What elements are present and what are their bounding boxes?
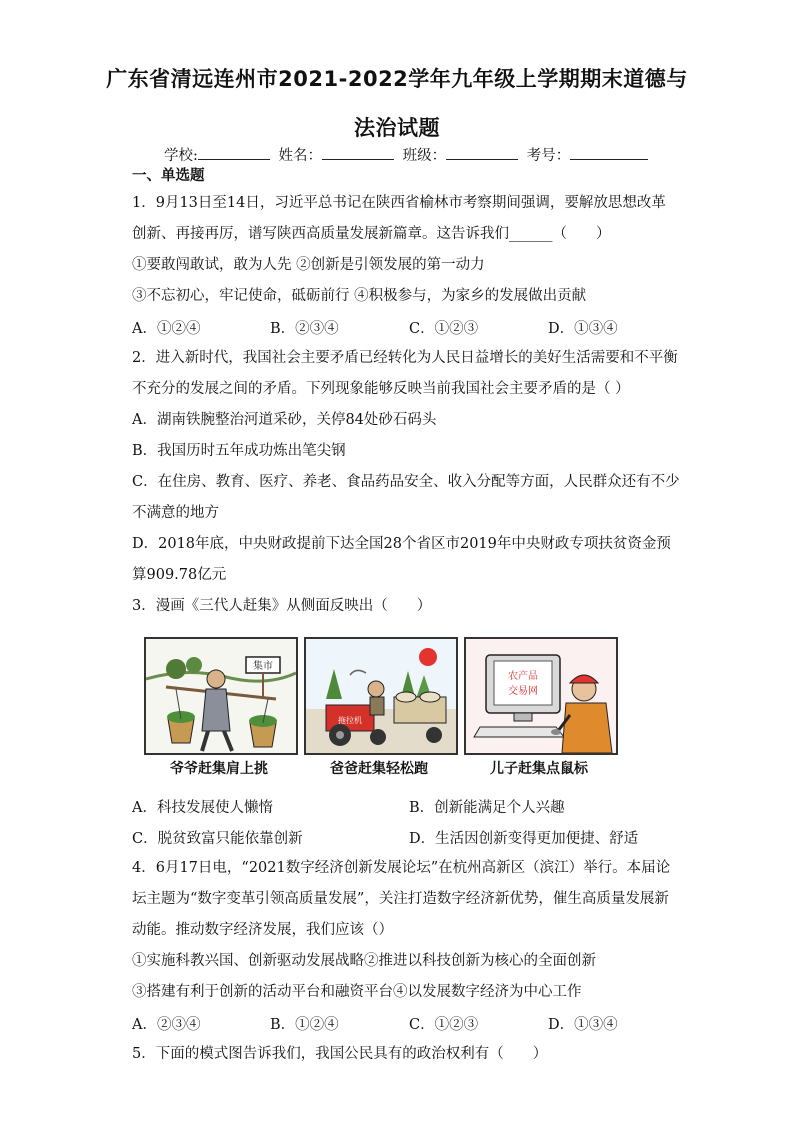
name-field[interactable] [322, 145, 394, 160]
q4-stem-line3: 动能。推动数字经济发展，我们应该（） [132, 922, 393, 938]
exam-title-line1: 广东省清远连州市2021-2022学年九年级上学期期末道德与 [106, 67, 688, 91]
q4-option-a[interactable]: A．②③④ [132, 1017, 201, 1033]
q1-option-b[interactable]: B．②③④ [270, 321, 339, 337]
q4-stem-line2: 坛主题为“数字变革引领高质量发展”，关注打造数字经济新优势，催生高质量发展新 [132, 891, 669, 907]
q5-stem: 5．下面的模式图告诉我们，我国公民具有的政治权利有（ ） [132, 1046, 548, 1062]
q4-option-b[interactable]: B．①②④ [270, 1017, 339, 1033]
market-sign-text: 集市 [253, 661, 273, 672]
section-heading: 一、单选题 [132, 168, 205, 184]
comic-caption-1: 爷爷赶集肩上挑 [170, 761, 268, 777]
q2-option-a[interactable]: A．湖南铁腕整治河道采砂，关停84处砂石码头 [132, 412, 437, 428]
q3-stem: 3．漫画《三代人赶集》从侧面反映出（ ） [132, 598, 432, 614]
screen-text-line2: 交易网 [508, 686, 538, 697]
q1-option-d[interactable]: D．①③④ [548, 321, 618, 337]
q1-statements-line2: ③不忘初心，牢记使命，砥砺前行 ④积极参与，为家乡的发展做出贡献 [132, 288, 587, 304]
comic-panel-son [464, 637, 618, 755]
q2-option-d[interactable]: D．2018年底，中央财政提前下达全国28个省区市2019年中央财政专项扶贫资金预 [132, 536, 671, 552]
q2-option-c-cont: 不满意的地方 [132, 505, 219, 521]
q2-option-c[interactable]: C．在住房、教育、医疗、养老、食品药品安全、收入分配等方面，人民群众还有不少 [132, 474, 680, 490]
q1-statements-line1: ①要敢闯敢试，敢为人先 ②创新是引领发展的第一动力 [132, 257, 485, 273]
q1-option-a[interactable]: A．①②④ [132, 321, 201, 337]
q3-option-a[interactable]: A．科技发展使人懒惰 [132, 800, 273, 816]
tractor-label-text: 拖拉机 [338, 716, 362, 725]
q2-option-b[interactable]: B．我国历时五年成功炼出笔尖钢 [132, 443, 346, 459]
comic-panel-father [304, 637, 458, 755]
q4-statements-line1: ①实施科教兴国、创新驱动发展战略②推进以科技创新为核心的全面创新 [132, 953, 596, 969]
exam-no-label: 考号： [526, 148, 571, 164]
q2-stem-line2: 不充分的发展之间的矛盾。下列现象能够反映当前我国社会主要矛盾的是（ ） [132, 381, 630, 397]
q1-option-c[interactable]: C．①②③ [409, 321, 479, 337]
class-label: 班级： [402, 148, 447, 164]
q3-option-d[interactable]: D．生活因创新变得更加便捷、舒适 [409, 831, 639, 847]
class-field[interactable] [446, 145, 518, 160]
q4-statements-line2: ③搭建有利于创新的活动平台和融资平台④以发展数字经济为中心工作 [132, 984, 582, 1000]
q3-option-c[interactable]: C．脱贫致富只能依靠创新 [132, 831, 303, 847]
q4-option-d[interactable]: D．①③④ [548, 1017, 618, 1033]
father-illustration [306, 639, 456, 753]
comic-caption-3: 儿子赶集点鼠标 [490, 761, 588, 777]
q4-option-c[interactable]: C．①②③ [409, 1017, 479, 1033]
name-label: 姓名： [278, 148, 322, 164]
q2-stem-line1: 2．进入新时代，我国社会主要矛盾已经转化为人民日益增长的美好生活需要和不平衡 [132, 350, 678, 366]
q1-stem-line1: 1．9月13日至14日，习近平总书记在陕西省榆林市考察期间强调，要解放思想改革 [132, 195, 666, 211]
student-info-line [164, 145, 648, 166]
screen-text-line1: 农产品 [508, 671, 538, 682]
grandpa-illustration [146, 639, 296, 753]
q2-option-d-cont: 算909.78亿元 [132, 567, 227, 583]
exam-no-field[interactable] [570, 145, 648, 160]
school-label: 学校: [164, 148, 198, 164]
q4-stem-line1: 4．6月17日电，“2021数字经济创新发展论坛”在杭州高新区（滨江）举行。本届论 [132, 860, 671, 876]
exam-title-line2: 法治试题 [354, 116, 440, 140]
comic-caption-2: 爸爸赶集轻松跑 [330, 761, 428, 777]
comic-panel-grandpa [144, 637, 298, 755]
q1-stem-line2: 创新、再接再厉，谱写陕西高质量发展新篇章。这告诉我们______（ ） [132, 226, 611, 242]
q3-option-b[interactable]: B．创新能满足个人兴趣 [409, 800, 565, 816]
son-illustration [466, 639, 616, 753]
school-field[interactable] [198, 145, 270, 160]
